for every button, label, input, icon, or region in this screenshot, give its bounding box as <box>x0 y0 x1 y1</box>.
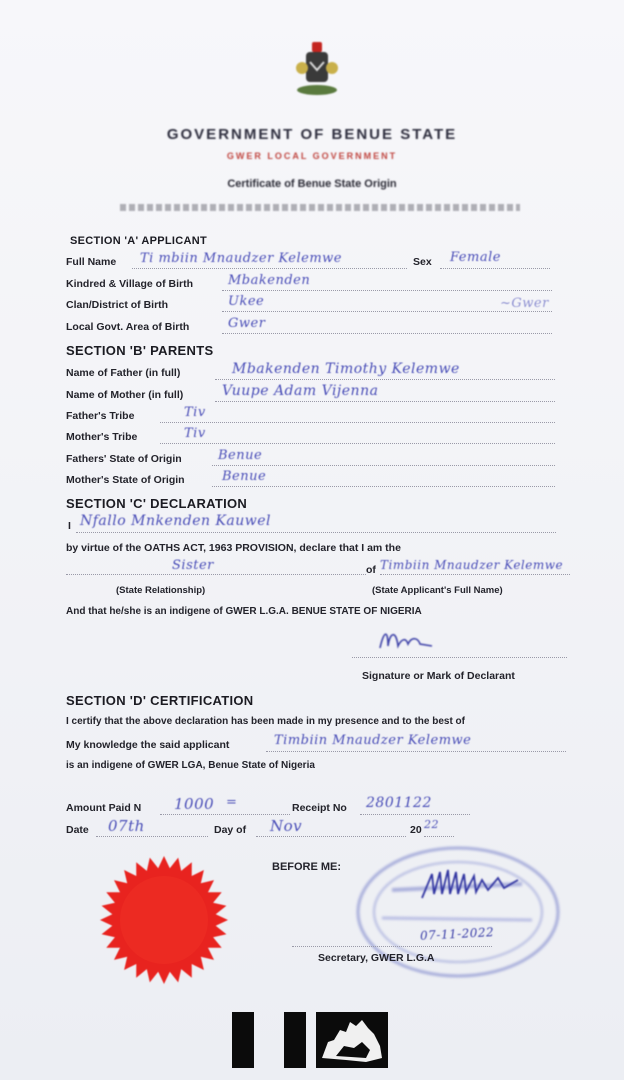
relationship-value: Sister <box>172 558 214 573</box>
declared-applicant-value: Timbiin Mnaudzer Kelemwe <box>380 558 564 572</box>
mother-state-value: Benue <box>222 469 267 484</box>
applicant-caption: (State Applicant's Full Name) <box>372 585 503 596</box>
secretary-label: Secretary, GWER L.G.A <box>318 952 435 964</box>
father-name-value: Mbakenden Timothy Kelemwe <box>232 361 460 377</box>
flag-stripe-right <box>284 1012 306 1068</box>
official-signature-icon <box>418 864 528 904</box>
certify-text: I certify that the above declaration has been made in my presence and to the best of <box>66 716 465 727</box>
knowledge-text: My knowledge the said applicant <box>66 739 230 751</box>
father-name-label: Name of Father (in full) <box>66 367 181 379</box>
father-tribe-value: Tiv <box>184 405 206 420</box>
certificate-title: Certificate of Benue State Origin <box>227 178 397 190</box>
receipt-value: 2801122 <box>366 795 432 811</box>
sex-label: Sex <box>413 256 432 268</box>
father-tribe-label: Father's Tribe <box>66 410 135 422</box>
sex-value: Female <box>450 250 501 265</box>
map-emblem-icon <box>316 1012 388 1068</box>
certification-indigene-text: is an indigene of GWER LGA, Benue State of Nigeria <box>66 760 315 771</box>
amount-label: Amount Paid N <box>66 802 142 814</box>
year-prefix: 20 <box>410 824 422 836</box>
certified-applicant-value: Timbiin Mnaudzer Kelemwe <box>274 733 472 748</box>
coat-of-arms-icon <box>292 38 342 98</box>
amount-value: 1000 <box>174 795 215 813</box>
mother-name-value: Vuupe Adam Vijenna <box>222 383 379 399</box>
section-c-title: SECTION 'C' DECLARATION <box>66 496 248 511</box>
date-value: 07th <box>108 817 145 835</box>
day-of-label: Day of <box>214 824 247 836</box>
kindred-value: Mbakenden <box>228 273 311 288</box>
declaration-indigene-text: And that he/she is an indigene of GWER L.G.A. BENUE STATE OF NIGERIA <box>66 606 422 617</box>
declarant-signature-icon <box>376 624 436 656</box>
section-b-title: SECTION 'B' PARENTS <box>66 343 214 358</box>
father-state-value: Benue <box>218 448 263 463</box>
full-name-label: Full Name <box>66 256 117 268</box>
lga-label: Local Govt. Area of Birth <box>66 321 190 333</box>
declarant-prefix: I <box>68 520 71 532</box>
declarant-value: Nfallo Mnkenden Kauwel <box>80 513 272 529</box>
lga-value: Gwer <box>228 316 266 331</box>
clan-label: Clan/District of Birth <box>66 299 169 311</box>
mother-state-label: Mother's State of Origin <box>66 474 185 486</box>
mother-tribe-value: Tiv <box>184 426 206 441</box>
flag-stripe-left <box>232 1012 254 1068</box>
relationship-caption: (State Relationship) <box>116 585 206 596</box>
mother-tribe-label: Mother's Tribe <box>66 431 138 443</box>
clan-value: Ukee <box>228 294 265 309</box>
government-title: GOVERNMENT OF BENUE STATE <box>166 126 458 143</box>
of-text: of <box>366 564 376 576</box>
month-value: Nov <box>270 817 303 835</box>
before-me-label: BEFORE ME: <box>272 861 342 873</box>
kindred-label: Kindred & Village of Birth <box>66 278 193 290</box>
year-value: 22 <box>424 818 439 831</box>
father-state-label: Fathers' State of Origin <box>66 453 182 465</box>
red-seal-icon <box>98 854 230 986</box>
local-government-subtitle: GWER LOCAL GOVERNMENT <box>226 151 398 161</box>
header-fine-print <box>120 204 520 211</box>
section-d-title: SECTION 'D' CERTIFICATION <box>66 693 254 708</box>
section-a-title: SECTION 'A' APPLICANT <box>70 235 208 247</box>
signature-caption: Signature or Mark of Declarant <box>362 670 515 682</box>
stamp-date-value: 07-11-2022 <box>419 925 495 943</box>
receipt-label: Receipt No <box>292 802 347 814</box>
full-name-value: Ti mbiin Mnaudzer Kelemwe <box>140 251 343 266</box>
mother-name-label: Name of Mother (in full) <box>66 389 184 401</box>
oath-text: by virtue of the OATHS ACT, 1963 PROVISION, declare that I am the <box>66 542 401 554</box>
date-label: Date <box>66 824 89 836</box>
amount-suffix: = <box>226 795 238 810</box>
clan-extra-value: ~Gwer <box>500 296 549 311</box>
